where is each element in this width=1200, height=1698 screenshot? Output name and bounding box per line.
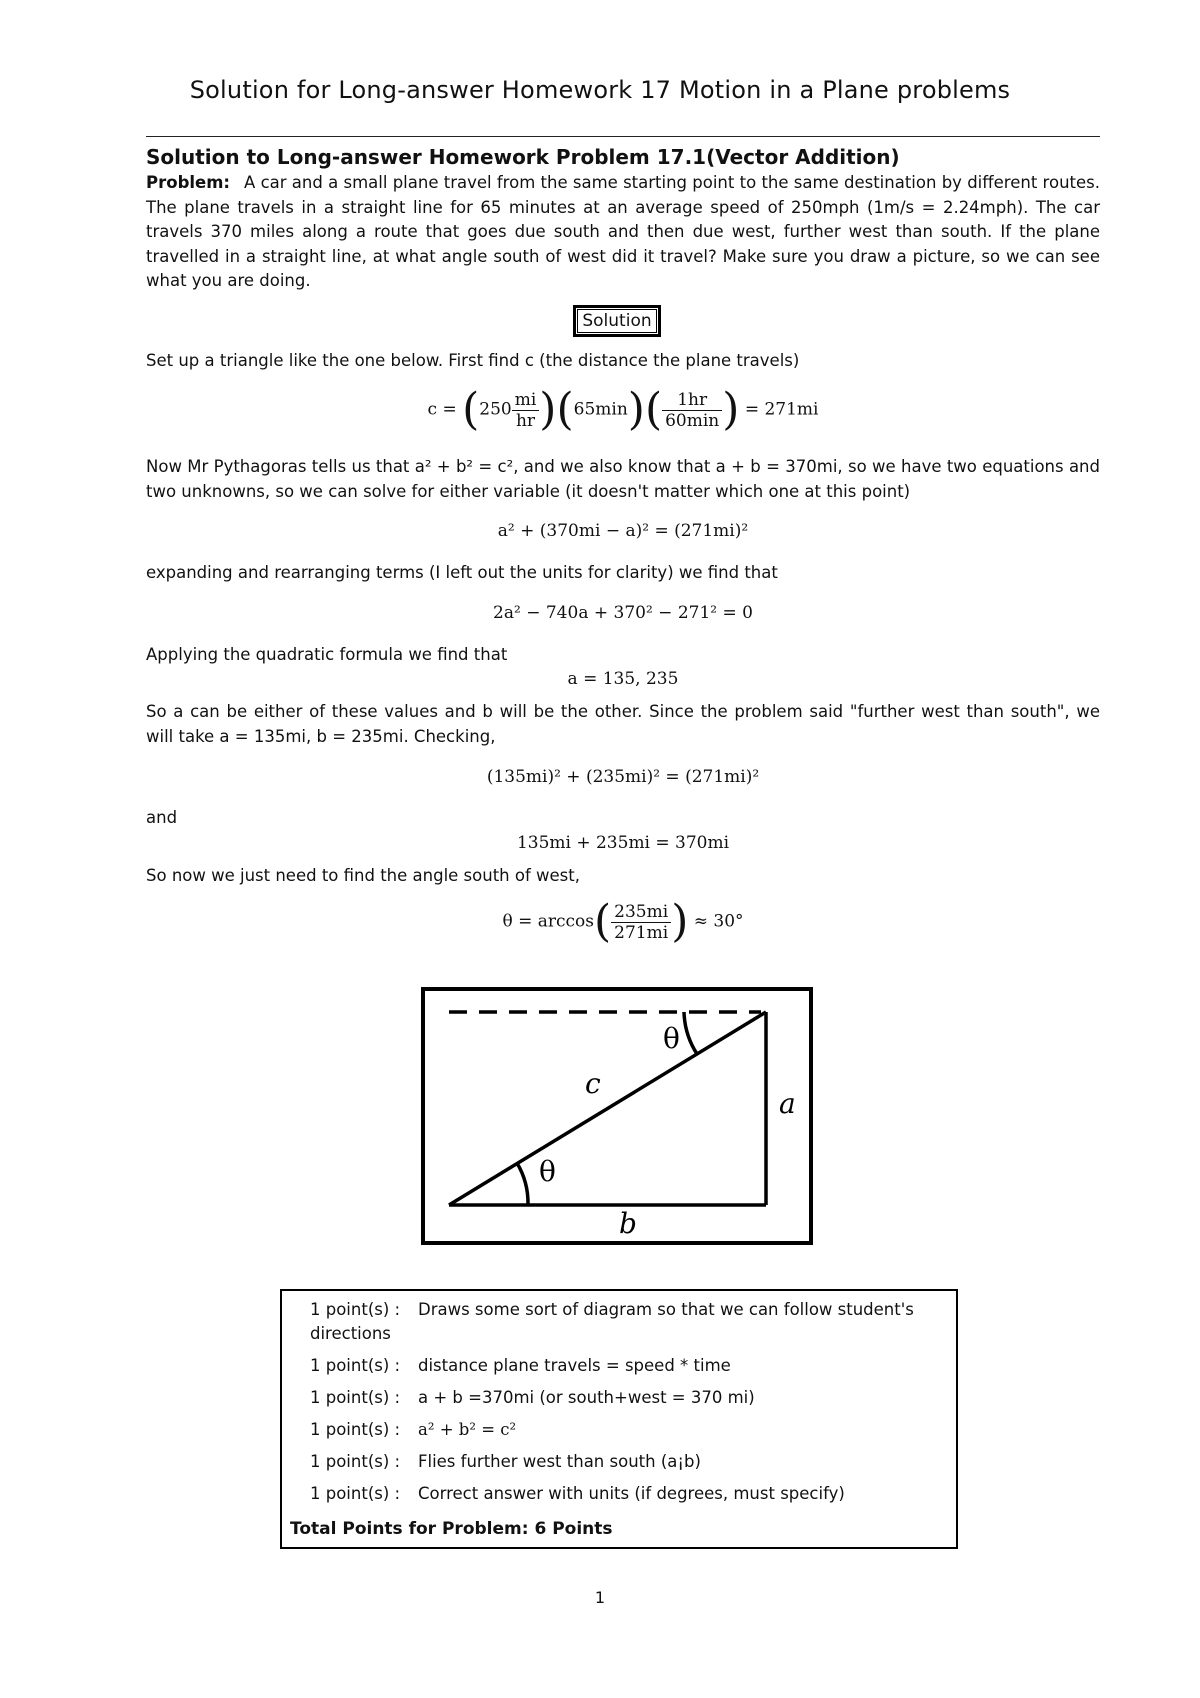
eq1-speed-unit: $\frac{mi}{hr}$ [512, 390, 540, 431]
equation-substitution: a² + (370mi − a)² = (271mi)² [497, 521, 749, 541]
solution-intro: Set up a triangle like the one below. First find c (the distance the plane travels) [146, 351, 800, 370]
rubric-item: 1 point(s) : Flies further west than south (a¡b) [310, 1452, 701, 1471]
equation-distance: c = (250 $\frac{mi}{hr}$ )(65min)( $\frac{1hr}{60\min}$ ) = 271mi [427, 384, 819, 435]
eq1-conversion: $\frac{1hr}{60\min}$ [662, 390, 722, 431]
problem-statement [146, 171, 1100, 294]
section-heading: Solution to Long-answer Homework Problem 17.1(Vector Addition) [146, 145, 900, 169]
triangle-diagram [421, 987, 813, 1245]
equation-check-pythagoras: (135mi)² + (235mi)² = (271mi)² [486, 767, 760, 787]
title-divider [146, 136, 1100, 137]
grading-rubric [280, 1289, 958, 1549]
eq7-result: ≈ 30° [693, 911, 744, 932]
rubric-item: 1 point(s) : a² + b² = c² [310, 1420, 517, 1439]
eq1-speed-value: 250 [479, 399, 512, 420]
quadratic-formula-paragraph: Applying the quadratic formula we find that [146, 645, 508, 664]
problem-text: A car and a small plane travel from the same starting point to the same destination by different routes. The plane travels in a straight line for 65 minutes at an average speed of 250mph (1m/s = 2.24mph). The car travels 370 miles along a route that goes due south and then due west, further west than south. If the plane travelled in a straight line, at what angle south of west did it travel? Make sure you draw a picture, so we can see what you are doing. [146, 173, 1100, 290]
equation-angle: θ = arccos( $\frac{235mi}{271mi}$ ) ≈ 30° [502, 896, 744, 947]
expanding-paragraph: expanding and rearranging terms (I left out the units for clarity) we find that [146, 563, 778, 582]
pythagoras-paragraph: Now Mr Pythagoras tells us that a² + b² = c², and we also know that a + b = 370mi, so we have two equations and two unknowns, so we can solve for either variable (it doesn't matter which one at this point) [146, 457, 1100, 501]
eq1-lhs: c = [427, 399, 457, 420]
page-title: Solution for Long-answer Homework 17 Motion in a Plane problems [189, 76, 1011, 104]
label-c: c [585, 1067, 601, 1100]
eq1-result: = 271mi [744, 399, 819, 420]
solution-label: Solution [577, 309, 656, 333]
equation-roots: a = 135, 235 [567, 669, 679, 689]
label-b: b [619, 1207, 637, 1240]
equation-check-sum: 135mi + 235mi = 370mi [516, 833, 730, 853]
and-paragraph: and [146, 808, 178, 827]
problem-label: Problem: [146, 173, 231, 192]
solution-label-box [573, 305, 661, 337]
rubric-item: 1 point(s) : Correct answer with units (if degrees, must specify) [310, 1484, 845, 1503]
eq7-fraction: $\frac{235mi}{271mi}$ [611, 902, 671, 943]
theta-top-label: θ [663, 1022, 680, 1055]
eq7-lhs: θ = arccos [502, 911, 594, 932]
label-a: a [779, 1087, 796, 1120]
rubric-total: Total Points for Problem: 6 Points [290, 1519, 613, 1539]
page-number: 1 [594, 1588, 606, 1607]
theta-bottom-label: θ [539, 1155, 556, 1188]
rubric-item: 1 point(s) : a + b =370mi (or south+west = 370 mi) [310, 1388, 755, 1407]
angle-paragraph: So now we just need to find the angle south of west, [146, 866, 580, 885]
eq1-time: 65min [573, 399, 628, 420]
rubric-item: 1 point(s) : distance plane travels = speed * time [310, 1356, 731, 1375]
choice-paragraph: So a can be either of these values and b will be the other. Since the problem said "further west than south", we will take a = 135mi, b = 235mi. Checking, [146, 702, 1100, 746]
rubric-item: 1 point(s) : Draws some sort of diagram so that we can follow student's directions [310, 1300, 914, 1343]
equation-quadratic: 2a² − 740a + 370² − 271² = 0 [493, 603, 753, 623]
